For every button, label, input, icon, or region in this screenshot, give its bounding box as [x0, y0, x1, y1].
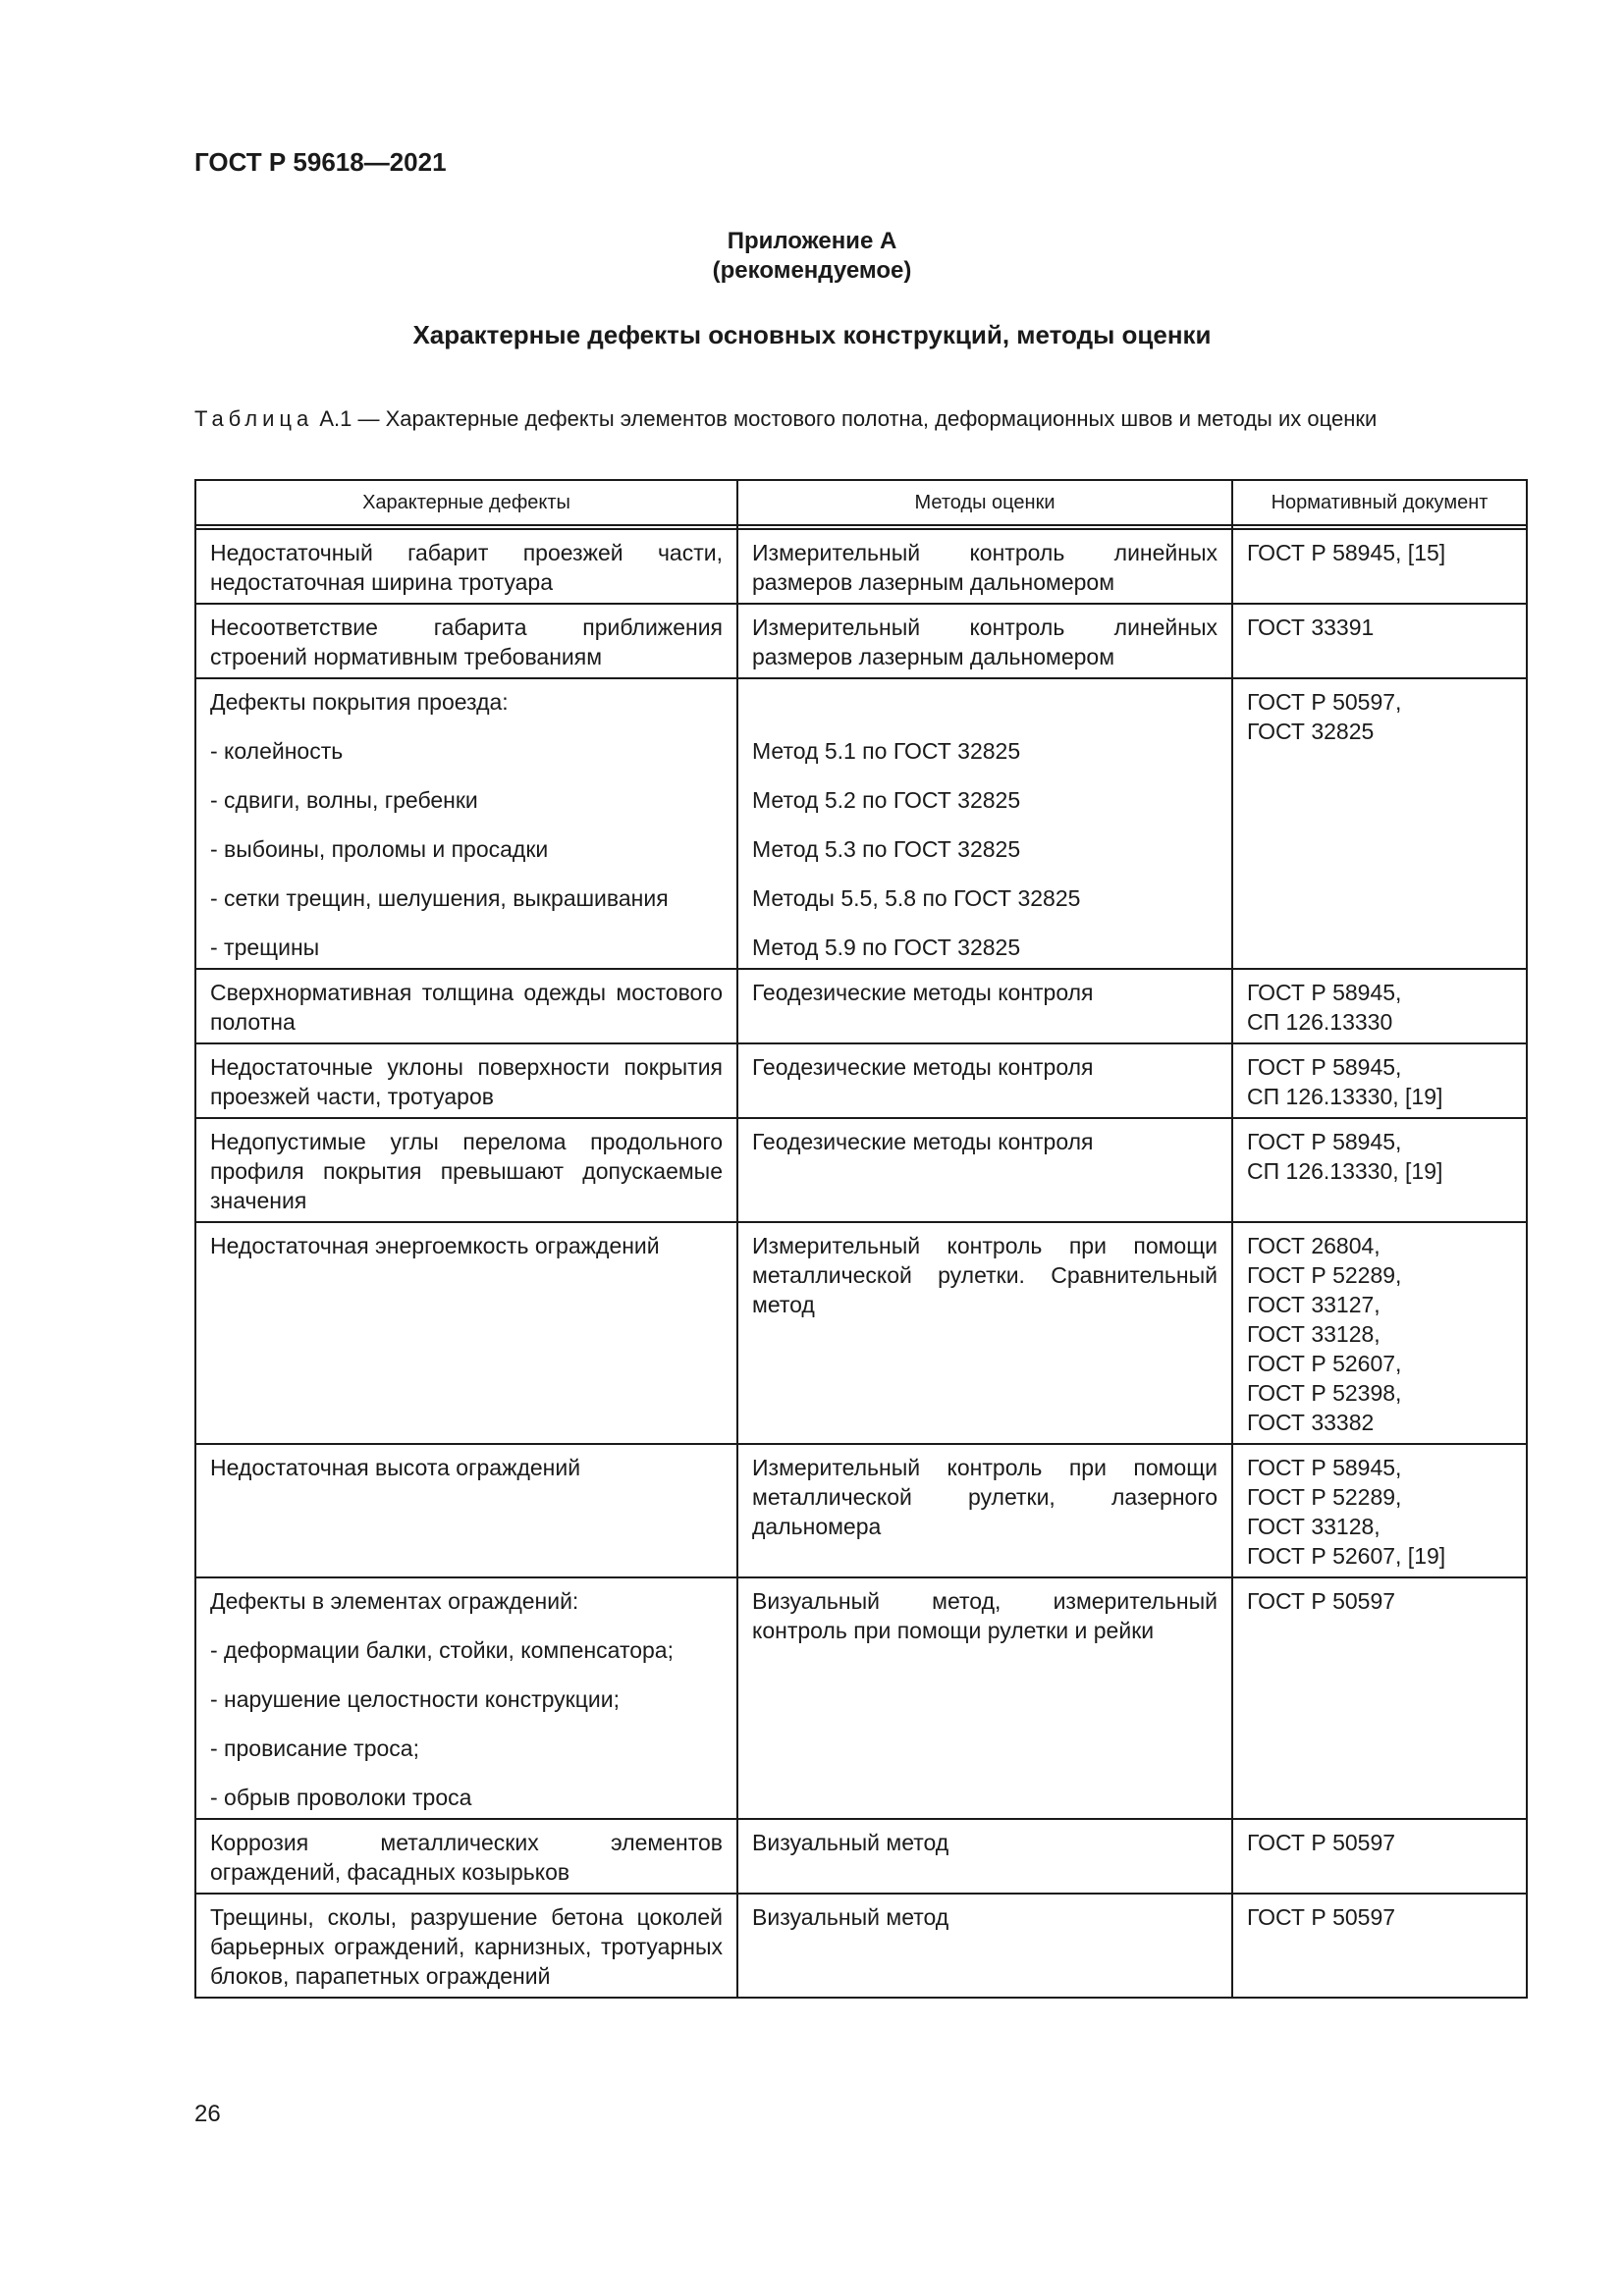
defect-item: - провисание троса;	[210, 1735, 419, 1761]
defect-heading: Дефекты в элементах ограждений:	[210, 1588, 579, 1614]
defects-table	[194, 479, 1528, 1999]
appendix-subtitle: (рекомендуемое)	[712, 257, 912, 284]
table-row	[195, 1577, 1527, 1819]
table-row	[195, 678, 1527, 969]
method-cell: Визуальный метод, измерительный контроль при помощи рулетки и рейки	[737, 1577, 1232, 1819]
method-cell	[737, 678, 1232, 969]
method-item: Метод 5.3 по ГОСТ 32825	[752, 836, 1021, 862]
method-cell: Визуальный метод	[737, 1819, 1232, 1894]
defect-item: - сдвиги, волны, гребенки	[210, 787, 478, 813]
method-cell: Измерительный контроль линейных размеров лазерным дальномером	[737, 604, 1232, 678]
method-item: Метод 5.9 по ГОСТ 32825	[752, 934, 1021, 960]
table-caption-label: Таблица	[194, 406, 314, 431]
column-header-methods: Методы оценки	[737, 480, 1232, 525]
document-line: ГОСТ Р 50597,	[1247, 689, 1402, 715]
table-row	[195, 1222, 1527, 1444]
document-line: ГОСТ 32825	[1247, 719, 1375, 744]
table-row	[195, 969, 1527, 1043]
document-cell: ГОСТ 33391	[1232, 604, 1527, 678]
document-line: СП 126.13330, [19]	[1247, 1084, 1443, 1109]
defect-cell: Недостаточная энергоемкость ограждений	[195, 1222, 737, 1444]
document-cell: ГОСТ Р 50597	[1232, 1819, 1527, 1894]
defect-item: - обрыв проволоки троса	[210, 1785, 472, 1810]
table-caption	[194, 404, 1526, 434]
table-row	[195, 529, 1527, 604]
document-line: ГОСТ 33128,	[1247, 1514, 1380, 1539]
method-cell: Измерительный контроль при помощи металлической рулетки. Сравнительный метод	[737, 1222, 1232, 1444]
table-caption-text: А.1 — Характерные дефекты элементов мостового полотна, деформационных швов и методы их оценки	[313, 406, 1378, 431]
defect-cell: Недостаточный габарит проезжей части, недостаточная ширина тротуара	[195, 529, 737, 604]
method-cell: Геодезические методы контроля	[737, 1043, 1232, 1118]
document-cell	[1232, 1222, 1527, 1444]
document-line: ГОСТ Р 58945,	[1247, 980, 1402, 1005]
defect-cell: Коррозия металлических элементов ограждений, фасадных козырьков	[195, 1819, 737, 1894]
document-line: ГОСТ Р 58945,	[1247, 1129, 1402, 1154]
method-cell: Геодезические методы контроля	[737, 969, 1232, 1043]
column-header-document: Нормативный документ	[1232, 480, 1527, 525]
method-item: Метод 5.1 по ГОСТ 32825	[752, 738, 1021, 764]
page-number: 26	[194, 2101, 221, 2127]
document-line: СП 126.13330	[1247, 1009, 1393, 1035]
document-cell: ГОСТ Р 50597	[1232, 1577, 1527, 1819]
method-cell: Измерительный контроль линейных размеров лазерным дальномером	[737, 529, 1232, 604]
method-item: Метод 5.2 по ГОСТ 32825	[752, 787, 1021, 813]
defect-cell: Недопустимые углы перелома продольного профиля покрытия превышают допускаемые значения	[195, 1118, 737, 1222]
defect-heading: Дефекты покрытия проезда:	[210, 689, 509, 715]
defect-item: - сетки трещин, шелушения, выкрашивания	[210, 885, 669, 911]
document-cell	[1232, 1043, 1527, 1118]
document-line: ГОСТ 33382	[1247, 1410, 1375, 1435]
document-line: ГОСТ Р 58945,	[1247, 1455, 1402, 1480]
document-cell	[1232, 678, 1527, 969]
document-cell: ГОСТ Р 58945, [15]	[1232, 529, 1527, 604]
method-cell: Измерительный контроль при помощи металлической рулетки, лазерного дальномера	[737, 1444, 1232, 1577]
document-line: ГОСТ 33127,	[1247, 1292, 1380, 1317]
document-line: ГОСТ Р 52607, [19]	[1247, 1543, 1446, 1569]
defect-cell	[195, 1577, 737, 1819]
section-title: Характерные дефекты основных конструкций, методы оценки	[412, 320, 1212, 349]
document-line: ГОСТ Р 52607,	[1247, 1351, 1402, 1376]
document-line: ГОСТ 26804,	[1247, 1233, 1380, 1258]
method-cell: Геодезические методы контроля	[737, 1118, 1232, 1222]
document-cell	[1232, 969, 1527, 1043]
document-line: ГОСТ Р 58945,	[1247, 1054, 1402, 1080]
document-line: ГОСТ 33128,	[1247, 1321, 1380, 1347]
defect-item: - нарушение целостности конструкции;	[210, 1686, 620, 1712]
method-item: Методы 5.5, 5.8 по ГОСТ 32825	[752, 885, 1081, 911]
document-code: ГОСТ Р 59618—2021	[194, 147, 447, 177]
table-row	[195, 1444, 1527, 1577]
table-header-row	[195, 480, 1527, 525]
document-cell	[1232, 1444, 1527, 1577]
method-spacer	[752, 687, 1218, 717]
column-header-defects: Характерные дефекты	[195, 480, 737, 525]
defect-cell: Недостаточные уклоны поверхности покрытия проезжей части, тротуаров	[195, 1043, 737, 1118]
table-row	[195, 1894, 1527, 1998]
defect-item: - деформации балки, стойки, компенсатора;	[210, 1637, 674, 1663]
method-cell: Визуальный метод	[737, 1894, 1232, 1998]
table-row	[195, 1043, 1527, 1118]
document-cell	[1232, 1118, 1527, 1222]
document-cell: ГОСТ Р 50597	[1232, 1894, 1527, 1998]
table-row	[195, 1819, 1527, 1894]
appendix-title: Приложение А	[727, 228, 897, 254]
defect-cell: Недостаточная высота ограждений	[195, 1444, 737, 1577]
defect-item: - колейность	[210, 738, 344, 764]
document-line: ГОСТ Р 52289,	[1247, 1484, 1402, 1510]
defect-cell: Несоответствие габарита приближения строений нормативным требованиям	[195, 604, 737, 678]
defect-cell: Трещины, сколы, разрушение бетона цоколей барьерных ограждений, карнизных, тротуарных блоков, парапетных ограждений	[195, 1894, 737, 1998]
defect-item: - выбоины, проломы и просадки	[210, 836, 549, 862]
defect-cell	[195, 678, 737, 969]
table-row	[195, 1118, 1527, 1222]
defect-item: - трещины	[210, 934, 320, 960]
document-line: ГОСТ Р 52289,	[1247, 1262, 1402, 1288]
document-line: ГОСТ Р 52398,	[1247, 1380, 1402, 1406]
table-row	[195, 604, 1527, 678]
document-line: СП 126.13330, [19]	[1247, 1158, 1443, 1184]
defect-cell: Сверхнормативная толщина одежды мостового полотна	[195, 969, 737, 1043]
